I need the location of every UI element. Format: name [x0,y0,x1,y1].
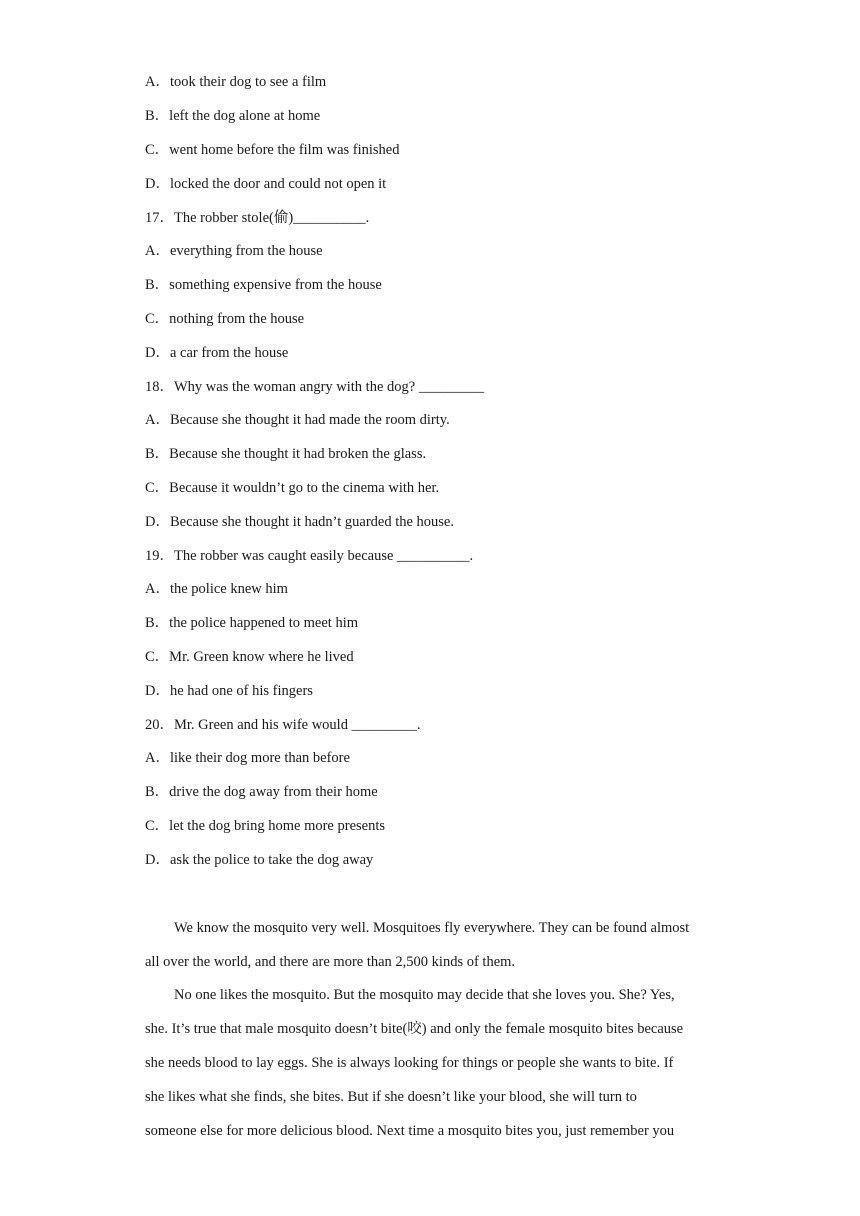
q18-option-d: D．Because she thought it hadn’t guarded the house. [145,514,454,530]
q20-stem: 20．Mr. Green and his wife would _________. [145,717,421,733]
q18-option-a: A．Because she thought it had made the room dirty. [145,412,450,428]
q19-option-c: C．Mr. Green know where he lived [145,649,354,665]
q19-option-b: B．the police happened to meet him [145,615,359,631]
q16-option-a: A．took their dog to see a film [145,74,327,90]
q18-stem: 18．Why was the woman angry with the dog? _________ [145,379,485,395]
q17-stem: 17．The robber stole(偷)__________. [145,210,370,226]
q19-option-d: D．he had one of his fingers [145,683,313,699]
q17-option-c: C．nothing from the house [145,311,305,327]
q17-option-b: B．something expensive from the house [145,277,382,293]
q20-option-a: A．like their dog more than before [145,750,350,766]
q18-option-b: B．Because she thought it had broken the glass. [145,446,427,462]
passage-line: she. It’s true that male mosquito doesn’t bite(咬) and only the female mosquito bites because [145,1021,684,1037]
q20-option-b: B．drive the dog away from their home [145,784,378,800]
passage-line: she needs blood to lay eggs. She is always looking for things or people she wants to bite. If [145,1055,674,1071]
passage-line: someone else for more delicious blood. Next time a mosquito bites you, just remember you [145,1123,675,1139]
q19-stem: 19．The robber was caught easily because __________. [145,548,474,564]
passage-line: she likes what she finds, she bites. But if she doesn’t like your blood, she will turn to [145,1089,637,1105]
q20-option-c: C．let the dog bring home more presents [145,818,386,834]
passage-line: We know the mosquito very well. Mosquitoes fly everywhere. They can be found almost [174,920,690,936]
q18-option-c: C．Because it wouldn’t go to the cinema with her. [145,480,440,496]
q17-option-a: A．everything from the house [145,243,323,259]
q19-option-a: A．the police knew him [145,581,288,597]
q16-option-c: C．went home before the film was finished [145,142,400,158]
q20-option-d: D．ask the police to take the dog away [145,852,374,868]
passage-line: No one likes the mosquito. But the mosquito may decide that she loves you. She? Yes, [174,987,675,1003]
q16-option-b: B．left the dog alone at home [145,108,321,124]
q17-option-d: D．a car from the house [145,345,289,361]
q16-option-d: D．locked the door and could not open it [145,176,387,192]
passage-line: all over the world, and there are more than 2,500 kinds of them. [145,954,516,970]
